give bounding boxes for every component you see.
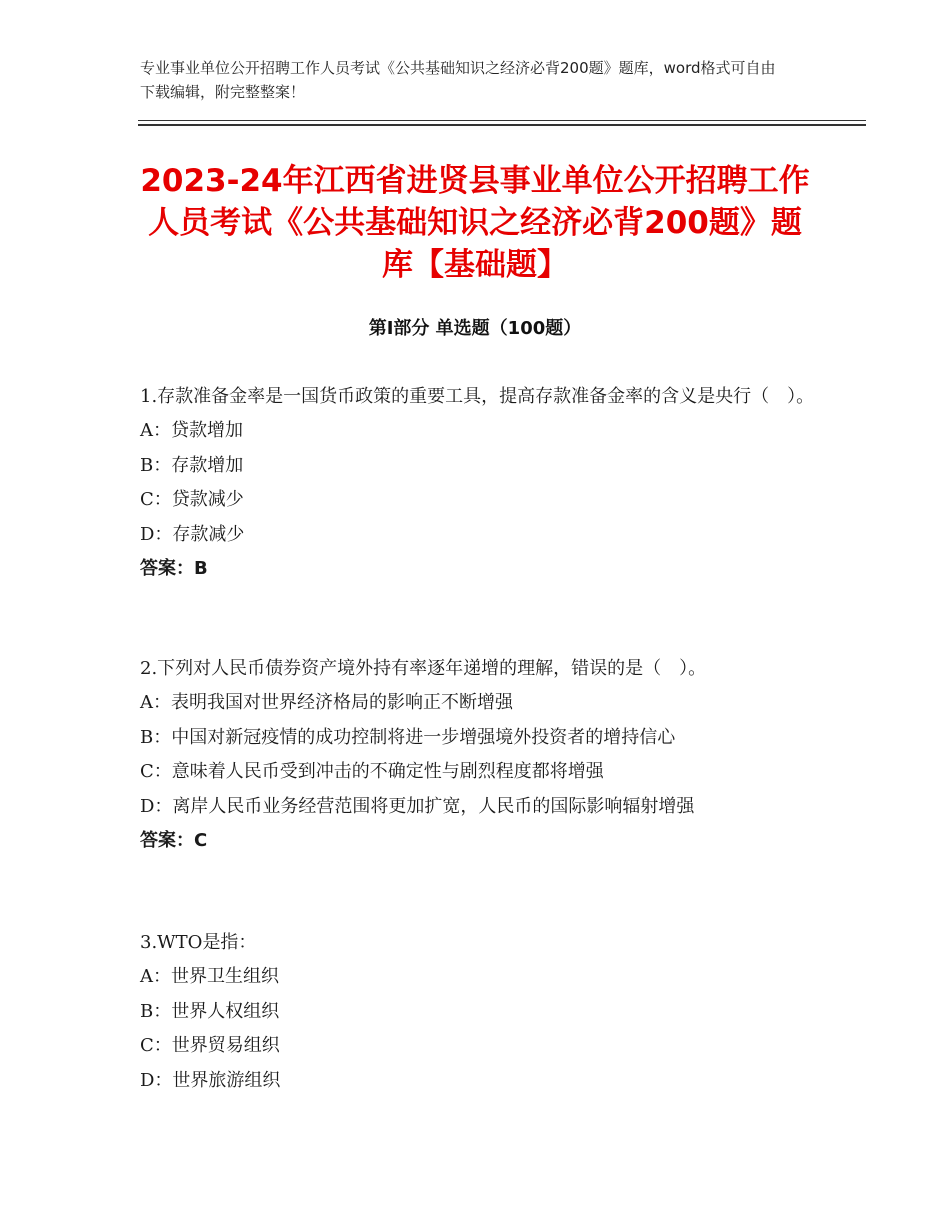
option-a: A：贷款增加 [140, 420, 243, 441]
question-1 [140, 380, 820, 586]
header-note: 专业事业单位公开招聘工作人员考试《公共基础知识之经济必背200题》题库，word格式可自由下载编辑，附完整整案！ [140, 59, 776, 101]
option-b: B：存款增加 [140, 454, 244, 476]
question-stem: 3.WTO是指： [140, 932, 257, 953]
header-divider [138, 120, 866, 121]
document-title: 2023-24年江西省进贤县事业单位公开招聘工作人员考试《公共基础知识之经济必背200题》题库【基础题】 [140, 163, 810, 283]
question-stem: 1.存款准备金率是一国货币政策的重要工具，提高存款准备金率的含义是央行（ ）。 [140, 386, 815, 407]
answer: 答案：B [140, 558, 208, 579]
option-d: D：世界旅游组织 [140, 1069, 281, 1091]
question-stem: 2.下列对人民币债券资产境外持有率逐年递增的理解，错误的是（ ）。 [140, 658, 707, 679]
question-2 [140, 652, 820, 858]
option-c: C：贷款减少 [140, 489, 244, 510]
option-b: B：中国对新冠疫情的成功控制将进一步增强境外投资者的增持信心 [140, 726, 676, 748]
header-divider-thick [138, 124, 866, 126]
question-3 [140, 926, 820, 1098]
option-c: C：意味着人民币受到冲击的不确定性与剧烈程度都将增强 [140, 761, 604, 782]
option-b: B：世界人权组织 [140, 1000, 280, 1022]
option-d: D：离岸人民币业务经营范围将更加扩宽，人民币的国际影响辐射增强 [140, 795, 695, 817]
option-a: A：世界卫生组织 [140, 966, 279, 987]
option-a: A：表明我国对世界经济格局的影响正不断增强 [140, 692, 513, 713]
option-d: D：存款减少 [140, 523, 245, 545]
section-heading: 第Ⅰ部分 单选题（100题） [368, 318, 582, 339]
answer: 答案：C [140, 830, 208, 851]
option-c: C：世界贸易组织 [140, 1035, 280, 1056]
